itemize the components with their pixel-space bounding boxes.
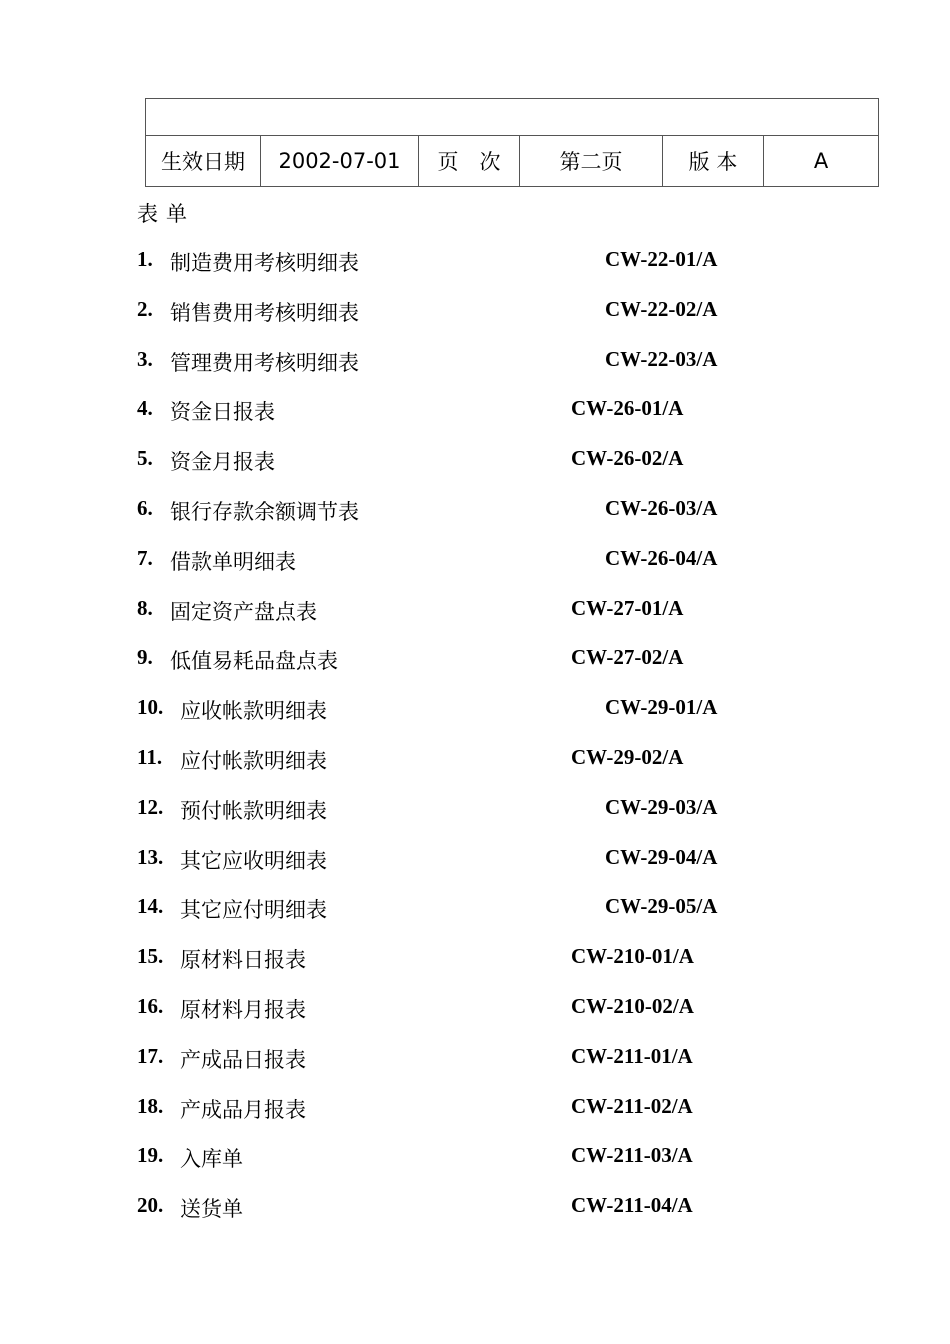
list-item-number: 19.: [137, 1143, 164, 1168]
list-item-name: 应收帐款明细表: [180, 699, 327, 724]
list-item-code: CW-27-02/A: [571, 645, 684, 670]
list-item-name: 其它应收明细表: [180, 848, 327, 873]
header-info-row: [146, 136, 879, 187]
list-item-number: 15.: [137, 944, 164, 969]
list-item: [0, 1143, 950, 1173]
list-item-number: 8.: [137, 595, 153, 620]
list-item-name: 借款单明细表: [170, 549, 296, 574]
list-item-code: CW-210-01/A: [571, 944, 694, 969]
list-item-code: CW-22-01/A: [605, 247, 718, 271]
document-header-table: [145, 98, 879, 187]
list-item-code: CW-211-01/A: [571, 1043, 693, 1068]
list-item-name: 其它应付明细表: [180, 898, 327, 923]
list-item-name: 销售费用考核明细表: [170, 300, 359, 325]
list-item-number: 3.: [137, 346, 153, 371]
list-item-number: 18.: [137, 1093, 164, 1118]
list-item: [0, 745, 950, 775]
page-label: 页 次: [419, 136, 520, 187]
list-item: [0, 247, 950, 277]
list-item-number: 12.: [137, 794, 164, 819]
list-item: [0, 546, 950, 576]
list-item-code: CW-26-04/A: [605, 545, 718, 570]
page-value: 第二页: [520, 136, 663, 187]
list-item-number: 20.: [137, 1193, 164, 1218]
list-item-code: CW-29-01/A: [605, 695, 718, 720]
list-item-code: CW-26-03/A: [605, 496, 718, 520]
list-item-code: CW-22-03/A: [605, 346, 718, 371]
list-item-code: CW-26-01/A: [571, 396, 684, 421]
header-blank-row: [146, 99, 879, 136]
list-item: [0, 1193, 950, 1223]
effective-date-label: 生效日期: [146, 136, 261, 187]
list-item-code: CW-29-02/A: [571, 745, 684, 769]
list-item-number: 9.: [137, 645, 153, 670]
list-item-code: CW-29-04/A: [605, 844, 718, 869]
list-item-name: 低值易耗品盘点表: [170, 649, 338, 674]
list-item-name: 管理费用考核明细表: [170, 350, 359, 375]
list-item-number: 11.: [137, 745, 163, 769]
list-item-number: 14.: [137, 894, 164, 919]
list-item-code: CW-22-02/A: [605, 296, 718, 321]
list-item-name: 产成品日报表: [180, 1047, 306, 1072]
list-item: [0, 994, 950, 1024]
list-item: [0, 396, 950, 426]
list-item-name: 产成品月报表: [180, 1097, 306, 1122]
list-item-name: 原材料月报表: [180, 998, 306, 1022]
list-item-code: CW-211-02/A: [571, 1093, 693, 1118]
version-value: A: [764, 136, 879, 187]
list-item-name: 银行存款余额调节表: [170, 500, 359, 524]
list-item: [0, 446, 950, 476]
list-item-code: CW-211-04/A: [571, 1193, 693, 1218]
list-item: [0, 297, 950, 327]
list-item: [0, 944, 950, 974]
list-item: [0, 1094, 950, 1124]
list-item-number: 17.: [137, 1043, 164, 1068]
header-blank-cell: [146, 99, 879, 136]
list-item-number: 1.: [137, 247, 153, 271]
list-item-name: 应付帐款明细表: [180, 749, 327, 773]
section-title: 表单: [137, 202, 195, 226]
list-item-code: CW-27-01/A: [571, 595, 684, 620]
list-item-number: 16.: [137, 994, 164, 1018]
list-item-name: 预付帐款明细表: [180, 798, 327, 823]
list-item-code: CW-210-02/A: [571, 994, 694, 1018]
list-item: [0, 645, 950, 675]
list-item-name: 固定资产盘点表: [170, 599, 317, 624]
list-item-code: CW-29-05/A: [605, 894, 718, 919]
list-item: [0, 596, 950, 626]
list-item-number: 5.: [137, 446, 153, 471]
version-label: 版 本: [663, 136, 764, 187]
list-item: [0, 795, 950, 825]
list-item-name: 资金月报表: [170, 450, 275, 475]
list-item-number: 13.: [137, 844, 164, 869]
list-item-name: 制造费用考核明细表: [170, 251, 359, 275]
list-item-name: 资金日报表: [170, 400, 275, 425]
list-item-code: CW-26-02/A: [571, 446, 684, 471]
list-item: [0, 845, 950, 875]
list-item-code: CW-211-03/A: [571, 1143, 693, 1168]
effective-date-value: 2002-07-01: [261, 136, 419, 187]
list-item-number: 4.: [137, 396, 153, 421]
list-item-name: 送货单: [180, 1197, 243, 1222]
list-item-number: 10.: [137, 695, 164, 720]
list-item-code: CW-29-03/A: [605, 794, 718, 819]
list-item-name: 入库单: [180, 1147, 243, 1172]
list-item: [0, 1044, 950, 1074]
list-item-name: 原材料日报表: [180, 948, 306, 973]
list-item-number: 2.: [137, 296, 153, 321]
list-item: [0, 347, 950, 377]
list-item: [0, 894, 950, 924]
list-item: [0, 695, 950, 725]
list-item-number: 7.: [137, 545, 153, 570]
list-item: [0, 496, 950, 526]
list-item-number: 6.: [137, 496, 153, 520]
